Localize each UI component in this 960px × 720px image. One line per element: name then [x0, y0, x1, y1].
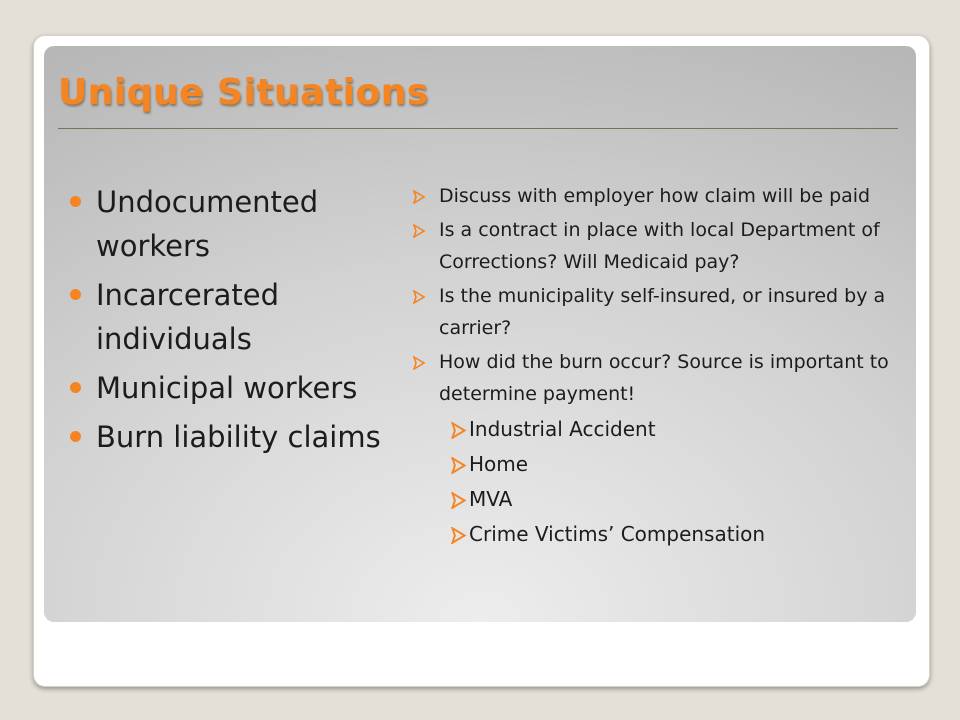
list-item — [412, 180, 902, 212]
sub-list-item — [412, 447, 902, 482]
list-item — [68, 273, 388, 361]
list-item-label: Incarcerated individuals — [96, 278, 280, 356]
sub-list-item — [412, 482, 902, 517]
list-item — [412, 280, 902, 344]
arrow-bullet-icon — [412, 356, 426, 370]
sub-item-label: Crime Victims’ Compensation — [469, 522, 766, 546]
sub-item-label: MVA — [469, 487, 513, 511]
list-item-label: Burn liability claims — [96, 420, 381, 454]
list-item-label: Is a contract in place with local Department of Corrections? Will Medicaid pay? — [439, 219, 880, 273]
list-item — [68, 180, 388, 268]
list-item-label: Undocumented workers — [96, 185, 319, 263]
list-item-label: Is the municipality self-insured, or insured by a carrier? — [439, 285, 886, 339]
arrow-bullet-icon — [450, 527, 467, 544]
list-item — [412, 346, 902, 410]
arrow-bullet-icon — [412, 190, 426, 204]
arrow-bullet-icon — [412, 290, 426, 304]
list-item — [68, 415, 388, 459]
orange-dot-icon — [70, 382, 81, 393]
list-item — [68, 366, 388, 410]
orange-dot-icon — [70, 196, 81, 207]
sub-item-label: Home — [469, 452, 529, 476]
list-item-label: Discuss with employer how claim will be paid — [439, 185, 871, 207]
slide-title: Unique Situations — [58, 72, 429, 113]
arrow-bullet-icon — [450, 492, 467, 509]
orange-dot-icon — [70, 431, 81, 442]
list-item-label: Municipal workers — [96, 371, 358, 405]
right-bullet-list — [412, 180, 902, 552]
list-item-label: How did the burn occur? Source is important to determine payment! — [439, 351, 889, 405]
title-divider — [58, 128, 898, 129]
list-item — [412, 214, 902, 278]
sub-item-label: Industrial Accident — [469, 417, 656, 441]
sub-list-item — [412, 517, 902, 552]
orange-dot-icon — [70, 289, 81, 300]
left-bullet-list — [68, 180, 388, 464]
arrow-bullet-icon — [450, 422, 467, 439]
sub-list-item — [412, 412, 902, 447]
arrow-bullet-icon — [412, 224, 426, 238]
arrow-bullet-icon — [450, 457, 467, 474]
